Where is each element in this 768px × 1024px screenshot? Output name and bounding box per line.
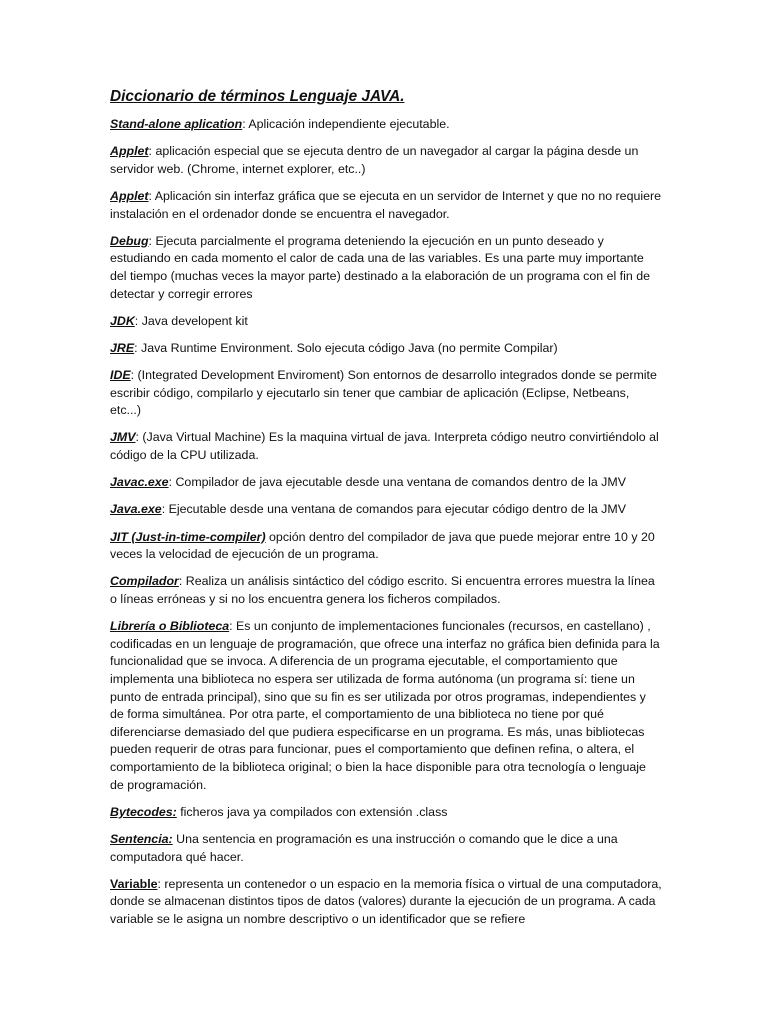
term-separator: : — [178, 574, 183, 589]
term-separator: : — [168, 475, 173, 490]
definition-term: Java.exe — [110, 502, 162, 517]
definition-term: Applet — [110, 188, 149, 203]
definition-term: JMV — [110, 430, 136, 445]
term-separator: : — [148, 144, 152, 159]
definition-entry — [110, 876, 662, 929]
definition-term: Applet — [110, 144, 149, 159]
definition-term: IDE — [110, 368, 131, 383]
definition-term: JDK — [110, 313, 135, 328]
definition-entry — [110, 188, 662, 223]
term-separator: : — [229, 619, 233, 634]
document-page — [110, 86, 662, 938]
definition-text: aplicación especial que se ejecuta dentro de un navegador al cargar la página desde un servidor web. (Chrome, internet explorer, etc..) — [110, 144, 639, 176]
term-separator: : — [130, 368, 135, 383]
term-separator: : — [242, 117, 246, 131]
term-separator: : — [148, 188, 152, 203]
term-separator: : — [161, 502, 166, 517]
definition-text: Ejecuta parcialmente el programa deteniendo la ejecución en un punto deseado y estudiando en cada momento el calor de cada una de las variables. Es una parte muy importante del tiempo (muchas veces la mayor parte) destinado a la elaboración de un programa con el fin de detectar y corregir errores — [110, 233, 650, 301]
definition-entry — [110, 143, 662, 178]
term-separator: : — [135, 430, 139, 445]
definition-text: opción dentro del compilador de java que puede mejorar entre 10 y 20 veces la velocidad de ejecución de un programa. — [110, 529, 655, 562]
definition-text: (Java Virtual Machine) Es la maquina virtual de java. Interpreta código neutro convirtiéndolo al código de la CPU utilizada. — [110, 430, 659, 463]
definition-text: Java Runtime Environment. Solo ejecuta código Java (no permite Compilar) — [137, 340, 558, 355]
definition-text: Aplicación sin interfaz gráfica que se ejecuta en un servidor de Internet y que no no requiere instalación en el ordenador donde se encuentra el navegador. — [110, 188, 662, 221]
definition-term: Javac.exe — [110, 475, 169, 490]
definition-entry — [110, 474, 662, 492]
definition-entry — [110, 573, 662, 608]
definition-text: Una sentencia en programación es una instrucción o comando que le dice a una computadora qué hacer. — [110, 831, 618, 864]
definition-entry — [110, 429, 662, 464]
definition-entry — [110, 313, 662, 331]
definition-text: Es un conjunto de implementaciones funcionales (recursos, en castellano) , codificadas en un lenguaje de programación, que ofrece una interfaz no gráfica bien definida para la funcionalidad que se invoca. A diferencia de un programa ejecutable, el comportamiento que implementa una biblioteca no espera ser utilizada de forma autónoma (un programa sí: tiene un punto de entrada principal), sino que su fin es ser utilizada por otros programas, independientes y de forma simultánea. Por otra parte, el comportamiento de una biblioteca no tiene por qué diferenciarse demasiado del que pudiera especificarse en un programa. Es más, unas bibliotecas pueden requerir de otras para funcionar, pues el comportamiento que definen refina, o altera, el comportamiento de la biblioteca original; o bien la hace disponible para otra tecnología o lenguaje de programación. — [110, 619, 660, 792]
term-separator: : — [157, 876, 161, 891]
definition-list — [110, 116, 662, 928]
definition-term: Debug — [110, 233, 149, 248]
definition-term: Sentencia: — [110, 831, 173, 846]
definition-entry — [110, 116, 662, 134]
term-separator: : — [134, 340, 138, 355]
term-separator: : — [134, 313, 139, 328]
definition-term: JRE — [110, 340, 135, 355]
document-title: Diccionario de términos Lenguaje JAVA. — [110, 88, 405, 105]
definition-text: ficheros java ya compilados con extensión .class — [176, 804, 448, 819]
definition-term: Variable — [110, 876, 158, 891]
definition-text: Ejecutable desde una ventana de comandos para ejecutar código dentro de la JMV — [165, 502, 626, 517]
definition-entry — [110, 804, 662, 822]
definition-entry — [110, 233, 662, 303]
definition-text: representa un contenedor o un espacio en la memoria física o virtual de una computadora, donde se almacenan distintos tipos de datos (valores) durante la ejecución de un programa. A cada variable se le asigna un nombre descriptivo o un identificador que se refiere — [110, 876, 662, 926]
definition-text: Java developent kit — [138, 313, 248, 328]
definition-entry — [110, 340, 662, 358]
definition-text: Realiza un análisis sintáctico del código escrito. Si encuentra errores muestra la línea o líneas erróneas y si no los encuentra genera los ficheros compilados. — [110, 574, 655, 606]
term-separator: : — [148, 233, 152, 248]
definition-entry — [110, 618, 662, 794]
definition-entry — [110, 831, 662, 866]
definition-text: Compilador de java ejecutable desde una ventana de comandos dentro de la JMV — [172, 475, 626, 490]
definition-term: Compilador — [110, 574, 179, 589]
definition-entry — [110, 501, 662, 519]
definition-entry — [110, 367, 662, 420]
definition-entry — [110, 529, 662, 564]
definition-text: (Integrated Development Enviroment) Son entornos de desarrollo integrados donde se permite escribir código, compilarlo y ejecutarlo sin tener que cambiar de aplicación (Eclipse, Netbeans, etc...) — [110, 368, 657, 418]
definition-term: JIT (Just-in-time-compiler) — [110, 529, 266, 544]
definition-term: Librería o Biblioteca — [110, 619, 230, 634]
definition-term: Stand-alone aplication — [110, 117, 243, 131]
definition-text: Aplicación independiente ejecutable. — [245, 117, 450, 131]
definition-term: Bytecodes: — [110, 804, 177, 819]
